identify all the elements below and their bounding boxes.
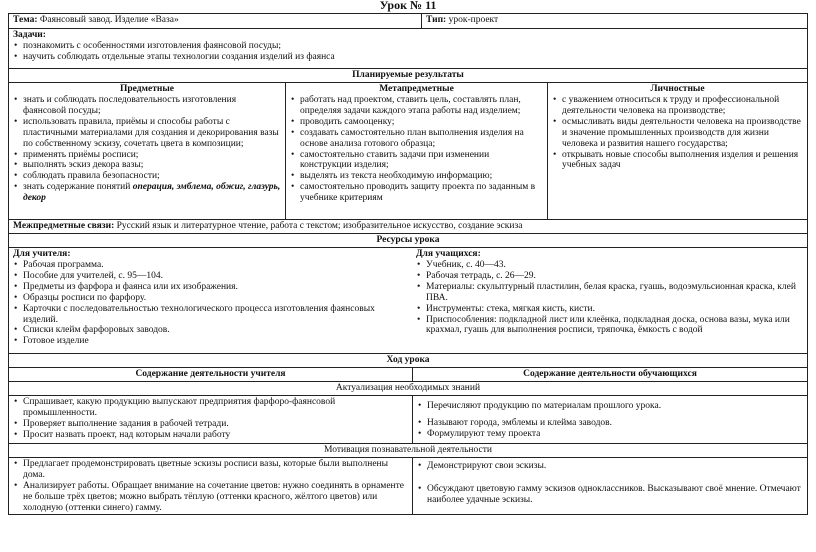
planned-results-header: Планируемые результаты: [9, 69, 807, 83]
list-item: • Рабочая тетрадь, с. 26—29.: [416, 271, 803, 282]
terms-list: операция, эмблема, обжиг, глазурь, декор: [23, 182, 281, 204]
teacher-activity-list: [13, 397, 408, 441]
list-item: • Карточки с последовательностью технологического процесса изготовления фаянсовых изделий.: [13, 304, 408, 326]
topic-row: [9, 14, 807, 29]
list-item: • с уважением относиться к труду и профессиональной деятельности человека на производстве;: [552, 95, 803, 117]
list-item: • самостоятельно проводить защиту проекта по заданным в учебнике критериям: [290, 182, 543, 204]
tasks-label: Задачи:: [13, 30, 46, 40]
list-item: • Учебник, с. 40—43.: [416, 260, 803, 271]
subject-results-title: Предметные: [119, 84, 175, 94]
subject-results: [9, 83, 285, 219]
list-item: • самостоятельно ставить задачи при изменении конструкции изделия;: [290, 150, 543, 172]
list-item: • осмысливать виды деятельности человека на производстве и значение промышленных производств для жизни человека и развития нашего государства;: [552, 117, 803, 150]
list-item: • научить соблюдать отдельные этапы технологии создания изделий из фаянса: [13, 52, 803, 63]
lesson-title: Урок № 11: [379, 0, 437, 12]
list-item: • Проверяет выполнение задания в рабочей тетради.: [13, 419, 408, 430]
list-item: • Списки клейм фарфоровых заводов.: [13, 325, 408, 336]
list-item: • Материалы: скульптурный пластилин, белая краска, гуашь, водоэмульсионная краска, клей ПВА.: [416, 282, 803, 304]
list-item: • знать и соблюдать последовательность изготовления фаянсовой посуды;: [13, 95, 281, 117]
list-item: • выполнять эскиз декора вазы;: [13, 160, 281, 171]
personal-results: [547, 83, 807, 219]
list-item: • работать над проектом, ставить цель, составлять план, определяя задачи каждого этапа работы над изделием;: [290, 95, 543, 117]
student-activity: [412, 396, 807, 443]
meta-results: [285, 83, 547, 219]
list-item: [13, 182, 281, 204]
list-item: • познакомить с особенностями изготовления фаянсовой посуды;: [13, 41, 803, 52]
resources-row: [9, 248, 807, 354]
list-item: • Демонстрируют свои эскизы.: [417, 461, 803, 472]
stage-title: Мотивация познавательной деятельности: [9, 444, 807, 458]
planned-results-row: [9, 83, 807, 220]
personal-results-list: [552, 95, 803, 171]
teacher-activity: [9, 396, 412, 443]
teacher-activity-list: [13, 459, 408, 514]
interdisciplinary-label: Межпредметные связи:: [13, 221, 115, 231]
topic-cell: [9, 14, 421, 28]
list-item: • соблюдать правила безопасности;: [13, 171, 281, 182]
type-value: урок-проект: [448, 15, 499, 25]
list-item: • Готовое изделие: [13, 336, 408, 347]
list-item: • Просит назвать проект, над которым начали работу: [13, 430, 408, 441]
personal-results-title: Личностные: [650, 84, 705, 94]
lesson-table: [8, 13, 808, 515]
list-item: • Перечисляют продукцию по материалам прошлого урока.: [417, 401, 803, 412]
tasks-row: [9, 29, 807, 69]
student-activity-list: [417, 401, 803, 440]
student-activity-list: [417, 461, 803, 506]
subject-results-list: [13, 95, 281, 204]
list-item: • Образцы росписи по фарфору.: [13, 293, 408, 304]
list-item: • проводить самооценку;: [290, 117, 543, 128]
teacher-activity-header: Содержание деятельности учителя: [135, 369, 286, 379]
list-item: • применять приёмы росписи;: [13, 150, 281, 161]
meta-results-title: Метапредметные: [379, 84, 454, 94]
teacher-resources-title: Для учителя:: [13, 249, 71, 259]
list-item: • Предлагает продемонстрировать цветные эскизы росписи вазы, которые были выполнены дома.: [13, 459, 408, 481]
list-item: • использовать правила, приёмы и способы работы с пластичными материалами для создания и декорирования вазы по собственному эскизу, сочетать цвета в композиции;: [13, 117, 281, 150]
list-item: • создавать самостоятельно план выполнения изделия на основе анализа готового образца;: [290, 128, 543, 150]
lesson-flow-header: Ход урока: [9, 354, 807, 368]
teacher-resources-list: [13, 260, 408, 347]
tasks-list: [13, 41, 803, 63]
student-resources: [412, 248, 807, 353]
student-activity-header: Содержание деятельности обучающихся: [412, 368, 807, 381]
teacher-activity: [9, 458, 412, 514]
lesson-flow-columns: [9, 368, 807, 382]
list-item: • выделять из текста необходимую информацию;: [290, 171, 543, 182]
stage-row: [9, 458, 807, 514]
interdisciplinary-value: Русский язык и литературное чтение, работа с текстом; изобразительное искусство, создание эскиза: [116, 221, 523, 231]
interdisciplinary-row: [9, 220, 807, 234]
list-item: • Приспособления: подкладной лист или клеёнка, подкладная доска, основа вазы, мука или крахмал, гуашь для выполнения росписи, тряпочка, ёмкость с водой: [416, 315, 803, 337]
list-item: • Анализирует работы. Обращает внимание на сочетание цветов: нужно соединять в орнаменте не больше трёх цветов; можно выбрать тёплую (оттенки красного, жёлтого цветов) или холодную (оттенки синего) гамму.: [13, 481, 408, 514]
list-item: • Спрашивает, какую продукцию выпускают предприятия фарфоро-фаянсовой промышленности.: [13, 397, 408, 419]
resources-header: Ресурсы урока: [9, 234, 807, 248]
terms-prefix: знать содержание понятий: [23, 182, 133, 193]
stage-title: Актуализация необходимых знаний: [9, 382, 807, 396]
list-item: • Формулируют тему проекта: [417, 429, 803, 440]
list-item: • Обсуждают цветовую гамму эскизов одноклассников. Высказывают своё мнение. Отмечают наиболее удачные эскизы.: [417, 484, 803, 506]
student-resources-list: [416, 260, 803, 336]
list-item: • Рабочая программа.: [13, 260, 408, 271]
student-resources-title: Для учащихся:: [416, 249, 481, 259]
list-item: • Называют города, эмблемы и клейма заводов.: [417, 418, 803, 429]
type-cell: [421, 14, 807, 28]
meta-results-list: [290, 95, 543, 204]
teacher-resources: [9, 248, 412, 353]
topic-label: Тема:: [13, 15, 38, 25]
list-item: • открывать новые способы выполнения изделия и решения учебных задач: [552, 150, 803, 172]
type-label: Тип:: [426, 15, 447, 25]
list-item: • Пособие для учителей, с. 95—104.: [13, 271, 408, 282]
list-item: • Инструменты: стека, мягкая кисть, кисти.: [416, 304, 803, 315]
student-activity: [412, 458, 807, 514]
stage-row: [9, 396, 807, 444]
list-item: • Предметы из фарфора и фаянса или их изображения.: [13, 282, 408, 293]
topic-value: Фаянсовый завод. Изделие «Ваза»: [39, 15, 179, 25]
